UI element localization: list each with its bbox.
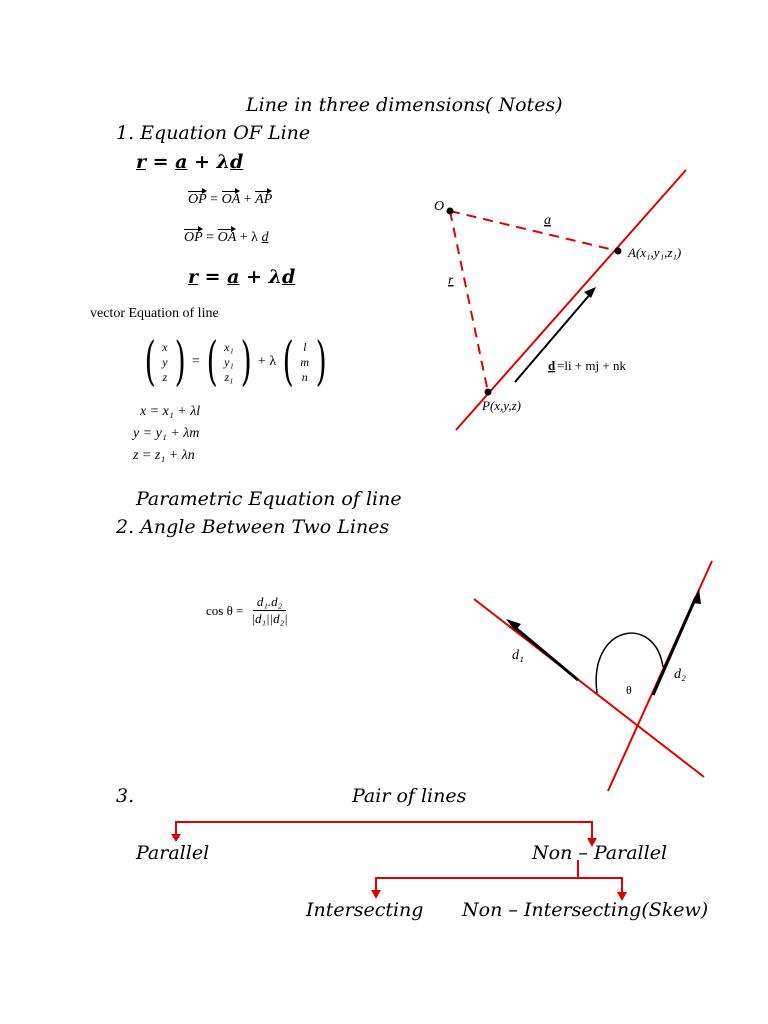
- label-d2: d₂: [674, 667, 686, 682]
- op-equation-1: [188, 192, 272, 208]
- tree-branch-top: [176, 822, 592, 840]
- point-o: [447, 208, 454, 215]
- fraction: [249, 594, 289, 627]
- eq-plus-lambda: + λ: [187, 151, 230, 173]
- point-p: [485, 389, 492, 396]
- point-a: [615, 248, 622, 255]
- matrix-m: m: [300, 354, 310, 369]
- direction-arrow-head: [584, 287, 596, 298]
- arrow-parallel: [171, 834, 181, 842]
- label-d1: d₁: [512, 648, 524, 663]
- eq-equals: =: [198, 266, 228, 288]
- vec-op: OP: [184, 230, 203, 245]
- matrix-lmn: ( l m n ): [282, 332, 327, 392]
- op-equation-2: [184, 230, 268, 246]
- vec-op: OP: [188, 192, 207, 207]
- param-z-equation: z = z₁ + λn: [133, 448, 195, 463]
- vec-ap: AP: [255, 192, 273, 207]
- plus-sign: +: [240, 192, 256, 207]
- arrow-intersecting: [371, 890, 381, 899]
- label-r: r: [448, 273, 454, 288]
- matrix-x: x: [162, 339, 168, 354]
- eq-r: r: [136, 151, 147, 173]
- matrix-x1y1z1: ( x₁ y₁ z₁ ): [206, 332, 252, 392]
- label-theta: θ: [626, 683, 632, 697]
- section3-number: 3.: [116, 785, 135, 807]
- intersecting-label: Intersecting: [306, 899, 424, 921]
- label-a: a: [544, 213, 551, 228]
- angle-diagram: [460, 555, 720, 795]
- eq-sign: =: [206, 192, 222, 207]
- matrix-y: y: [162, 354, 168, 369]
- vector-equation-top: [136, 151, 243, 173]
- red-line-1: [474, 599, 704, 777]
- label-d: d: [548, 358, 556, 373]
- plus-sign: +: [236, 230, 252, 245]
- vec-d: d: [261, 230, 269, 245]
- matrix-plus-lambda: + λ: [257, 354, 277, 369]
- parametric-heading: Parametric Equation of line: [136, 488, 402, 510]
- matrix-y1: y₁: [224, 354, 234, 369]
- tree-branch-bottom: [376, 878, 622, 894]
- label-d-components: =li + mj + nk: [557, 358, 626, 373]
- matrix-n: n: [301, 369, 308, 384]
- label-p-point: P(x,y,z): [482, 398, 521, 413]
- eq-a: a: [175, 151, 188, 173]
- eq-a: a: [227, 266, 240, 288]
- section3-heading: Pair of lines: [352, 785, 467, 807]
- non-parallel-label: Non – Parallel: [532, 842, 668, 864]
- matrix-z: z: [162, 369, 168, 384]
- param-x-equation: x = x₁ + λl: [140, 404, 201, 419]
- eq-plus-lambda: + λ: [239, 266, 282, 288]
- eq-d: d: [281, 266, 296, 288]
- page-title: Line in three dimensions( Notes): [246, 94, 563, 116]
- d2-arrow-head: [692, 589, 701, 604]
- vec-oa: OA: [217, 230, 237, 245]
- cos-label: cos θ =: [206, 602, 244, 618]
- matrix-l: l: [303, 339, 307, 354]
- parallel-label: Parallel: [136, 842, 210, 864]
- lambda: λ: [251, 230, 262, 245]
- eq-d: d: [229, 151, 244, 173]
- eq-r: r: [188, 266, 199, 288]
- section1-heading: 1. Equation OF Line: [116, 122, 311, 144]
- dashed-oa: [450, 211, 618, 251]
- matrix-equals: =: [191, 354, 200, 369]
- label-a-point: A(x₁,y₁,z₁): [628, 245, 682, 260]
- fraction-numerator: d₁.d₂: [253, 594, 286, 611]
- vector-equation-label: vector Equation of line: [90, 306, 219, 321]
- matrix-equation: [140, 332, 331, 392]
- vector-equation-middle: [188, 266, 295, 288]
- label-o: O: [434, 199, 445, 214]
- matrix-z1: z₁: [224, 369, 234, 384]
- matrix-xyz: ( x y z ): [144, 332, 186, 392]
- line-diagram: [420, 160, 710, 440]
- matrix-x1: x₁: [224, 339, 234, 354]
- dashed-op: [450, 211, 488, 392]
- section2-heading: 2. Angle Between Two Lines: [116, 516, 390, 538]
- cos-formula: [206, 594, 290, 627]
- vec-oa: OA: [221, 192, 241, 207]
- non-intersecting-label: Non – Intersecting(Skew): [462, 899, 709, 921]
- param-y-equation: y = y₁ + λm: [133, 426, 200, 441]
- eq-equals: =: [146, 151, 176, 173]
- eq-sign: =: [202, 230, 218, 245]
- fraction-denominator: |d₁||d₂|: [251, 611, 288, 626]
